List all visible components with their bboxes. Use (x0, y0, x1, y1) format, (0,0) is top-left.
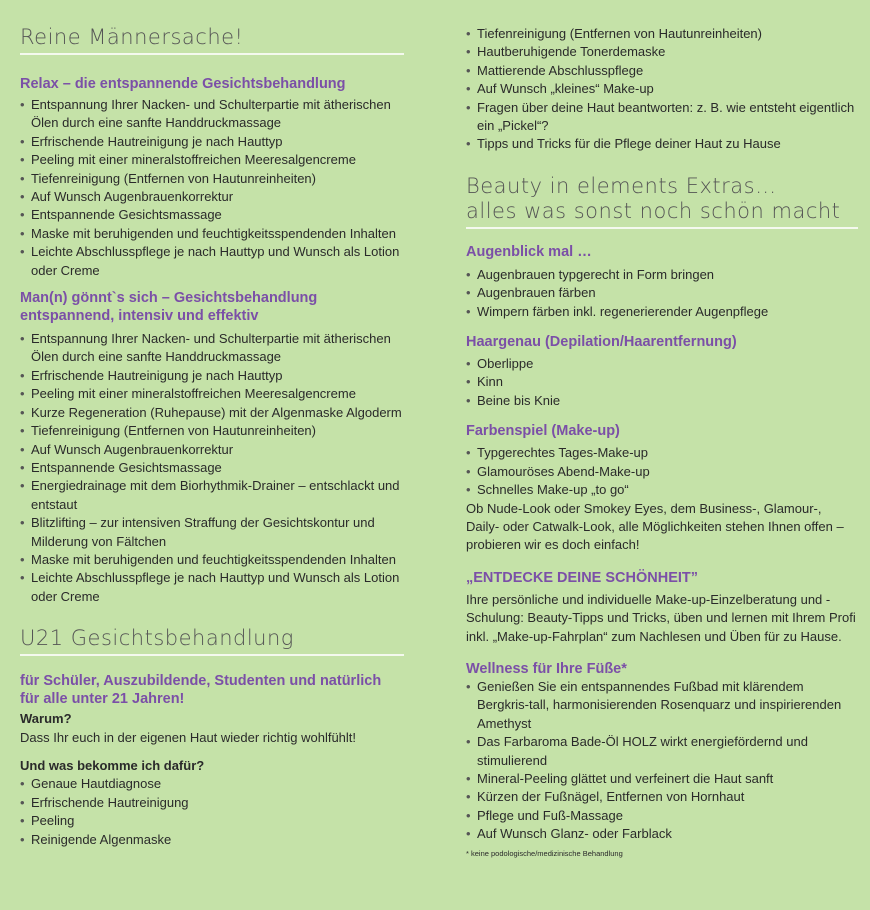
haargenau-list (466, 355, 858, 410)
wellness-heading: Wellness für Ihre Füße* (466, 660, 627, 677)
list-item: • Entspannende Gesichtsmassage (20, 206, 404, 224)
list-item: • Peeling mit einer mineralstoffreichen Meeresalgencreme (20, 385, 404, 403)
list-item: • Blitzlifting – zur intensiven Straffung der Gesichtskontur und Milderung von Fältchen (20, 514, 404, 551)
u21-heading: für Schüler, Auszubildende, Studenten und natürlich für alle unter 21 Jahren! (20, 673, 382, 708)
section-title-reine-maennersache: Reine Männersache! (20, 25, 404, 55)
list-item: • Tipps und Tricks für die Pflege deiner Haut zu Hause (466, 135, 858, 153)
list-item: • Pflege und Fuß-Massage (466, 807, 858, 825)
list-item: • Auf Wunsch Glanz- oder Farblack (466, 825, 858, 843)
list-item: • Wimpern färben inkl. regenerierender Augenpflege (466, 303, 858, 321)
list-item: • Leichte Abschlusspflege je nach Hauttyp und Wunsch als Lotion oder Creme (20, 569, 404, 606)
wellness-footnote: * keine podologische/medizinische Behandlung (466, 848, 623, 858)
list-item: • Schnelles Make-up „to go“ (466, 481, 858, 499)
section-title-extras (466, 174, 858, 229)
list-item: • Erfrischende Hautreinigung (20, 794, 404, 812)
list-item: • Erfrischende Hautreinigung je nach Hauttyp (20, 367, 404, 385)
wellness-list (466, 678, 858, 844)
list-item: • Augenbrauen typgerecht in Form bringen (466, 266, 858, 284)
list-item: • Peeling mit einer mineralstoffreichen Meeresalgencreme (20, 151, 404, 169)
list-item: • Das Farbaroma Bade-Öl HOLZ wirkt energiefördernd und stimulierend (466, 733, 858, 770)
list-item: • Peeling (20, 812, 404, 830)
list-item: • Tiefenreinigung (Entfernen von Hautunreinheiten) (20, 422, 404, 440)
list-item: • Maske mit beruhigenden und feuchtigkeitsspendenden Inhalten (20, 225, 404, 243)
relax-heading: Relax – die entspannende Gesichtsbehandlung (20, 76, 346, 92)
warum-label: Warum? (20, 711, 72, 727)
list-item: • Kurze Regeneration (Ruhepause) mit der Algenmaske Algoderm (20, 404, 404, 422)
list-item: • Genießen Sie ein entspannendes Fußbad mit klärendem Bergkris-tall, harmonisierenden Rosenquarz und inspirierenden Amethyst (466, 678, 858, 733)
mann-heading: Man(n) gönnt`s sich – Gesichtsbehandlung entspannend, intensiv und effektiv (20, 290, 318, 325)
farbenspiel-text: Ob Nude-Look oder Smokey Eyes, dem Business-, Glamour-, Daily- oder Catwalk-Look, alle Möglichkeiten stehen Ihnen offen – probieren wir es doch einfach! (466, 500, 844, 553)
list-item: • Kinn (466, 373, 858, 391)
mann-list (20, 330, 404, 606)
list-item: • Entspannung Ihrer Nacken- und Schulterpartie mit ätherischen Ölen durch eine sanfte Handdruckmassage (20, 330, 404, 367)
list-item: • Glamouröses Abend-Make-up (466, 463, 858, 481)
list-item: • Beine bis Knie (466, 392, 858, 410)
entdecke-heading: „ENTDECKE DEINE SCHÖNHEIT” (466, 569, 699, 586)
list-item: • Genaue Hautdiagnose (20, 775, 404, 793)
list-item: • Auf Wunsch Augenbrauenkorrektur (20, 441, 404, 459)
left-column (20, 0, 404, 849)
relax-list (20, 96, 404, 280)
list-item: • Tiefenreinigung (Entfernen von Hautunreinheiten) (20, 170, 404, 188)
list-item: • Energiedrainage mit dem Biorhythmik-Drainer – entschlackt und entstaut (20, 477, 404, 514)
section-title-u21: U21 Gesichtsbehandlung (20, 626, 404, 656)
extras-title-line1: Beauty in elements Extras… (466, 173, 777, 198)
list-item: • Hautberuhigende Tonerdemaske (466, 43, 858, 61)
entdecke-text: Ihre persönliche und individuelle Make-up-Einzelberatung und -Schulung: Beauty-Tipps und Tricks, üben und lernen mit Ihrem Profi inkl. „Make-up-Fahrplan“ zum Nachlesen und Üben für zu Hause. (466, 591, 856, 644)
augenblick-list (466, 266, 858, 321)
haargenau-heading: Haargenau (Depilation/Haarentfernung) (466, 334, 737, 351)
list-item: • Oberlippe (466, 355, 858, 373)
list-item: • Augenbrauen färben (466, 284, 858, 302)
was-label: Und was bekomme ich dafür? (20, 757, 205, 773)
farbenspiel-heading: Farbenspiel (Make-up) (466, 423, 620, 440)
farbenspiel-list (466, 444, 858, 499)
extras-title-line2: alles was sonst noch schön macht (466, 198, 841, 223)
list-item: • Kürzen der Fußnägel, Entfernen von Hornhaut (466, 788, 858, 806)
list-item: • Mattierende Abschlusspflege (466, 62, 858, 80)
list-item: • Entspannende Gesichtsmassage (20, 459, 404, 477)
augenblick-heading: Augenblick mal … (466, 243, 592, 260)
list-item: • Maske mit beruhigenden und feuchtigkeitsspendenden Inhalten (20, 551, 404, 569)
list-item: • Auf Wunsch Augenbrauenkorrektur (20, 188, 404, 206)
list-item: • Auf Wunsch „kleines“ Make-up (466, 80, 858, 98)
warum-text: Dass Ihr euch in der eigenen Haut wieder richtig wohlfühlt! (20, 729, 357, 745)
list-item: • Mineral-Peeling glättet und verfeinert die Haut sanft (466, 770, 858, 788)
list-item: • Fragen über deine Haut beantworten: z. B. wie entsteht eigentlich ein „Pickel“? (466, 99, 858, 136)
list-item: • Entspannung Ihrer Nacken- und Schulterpartie mit ätherischen Ölen durch eine sanfte Handdruckmassage (20, 96, 404, 133)
list-item: • Tiefenreinigung (Entfernen von Hautunreinheiten) (466, 25, 858, 43)
list-item: • Leichte Abschlusspflege je nach Hauttyp und Wunsch als Lotion oder Creme (20, 243, 404, 280)
list-item: • Erfrischende Hautreinigung je nach Hauttyp (20, 133, 404, 151)
u21-list (20, 775, 404, 849)
list-item: • Typgerechtes Tages-Make-up (466, 444, 858, 462)
right-column (466, 0, 858, 859)
list-item: • Reinigende Algenmaske (20, 831, 404, 849)
u21-continued-list (466, 25, 858, 154)
